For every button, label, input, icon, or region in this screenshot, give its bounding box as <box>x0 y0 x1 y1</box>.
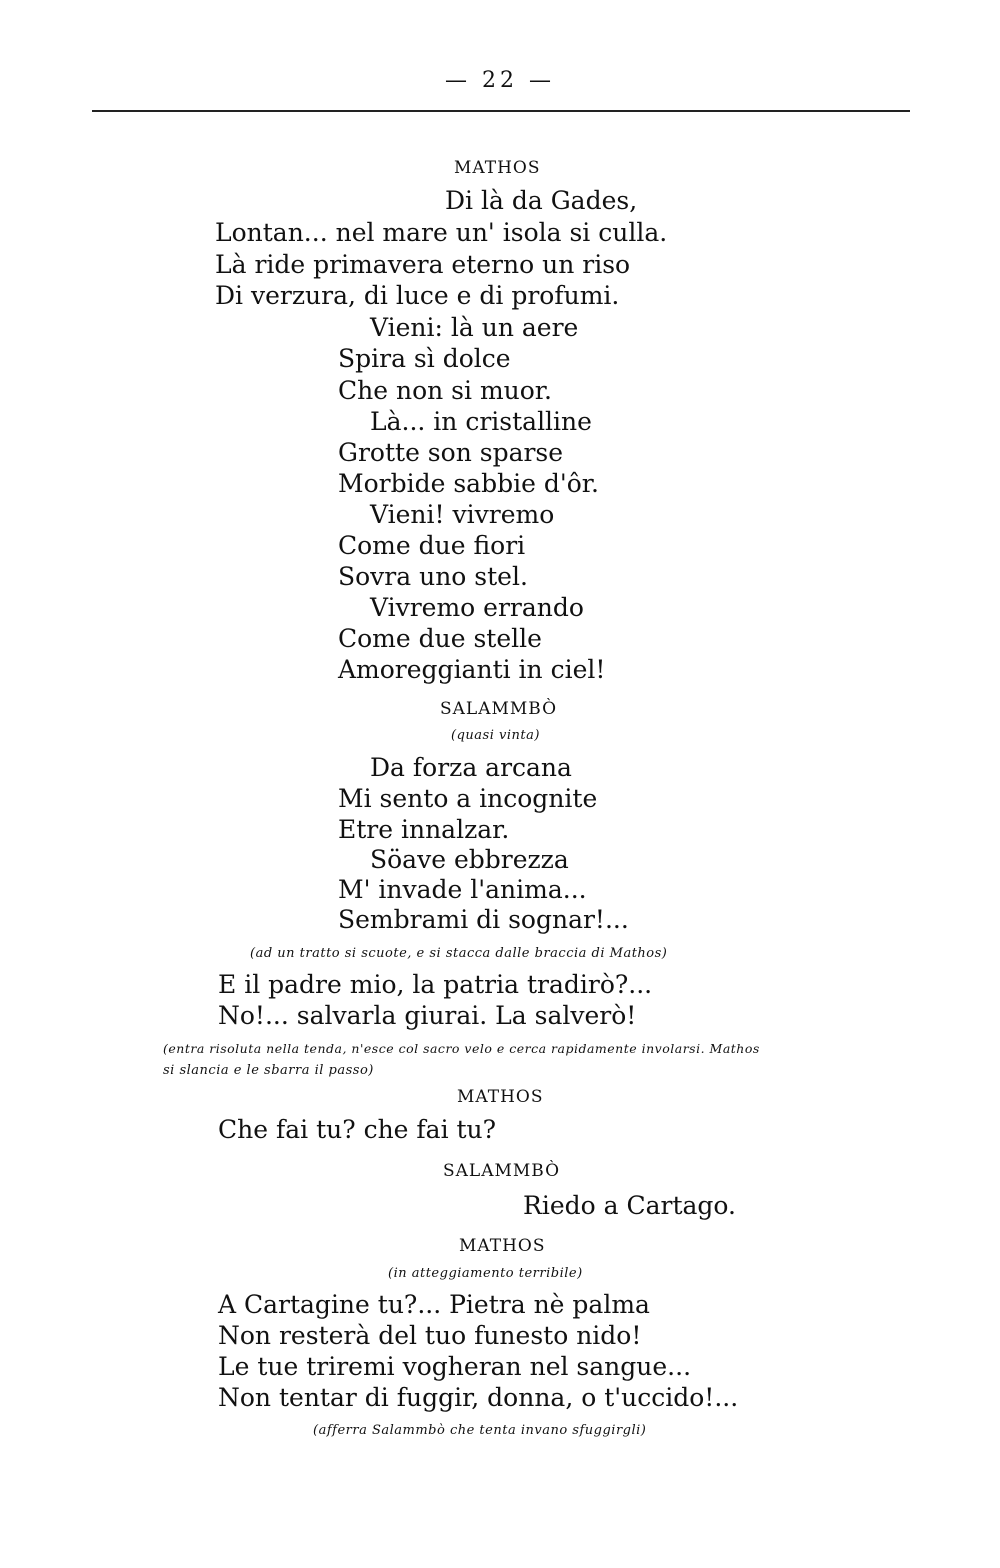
verse-line: Morbide sabbie d'ôr. <box>338 469 599 498</box>
speaker-mathos: MATHOS <box>457 1087 544 1107</box>
verse-line: Riedo a Cartago. <box>523 1191 736 1220</box>
verse-line: Vieni! vivremo <box>370 500 555 529</box>
verse-line: Di là da Gades, <box>445 186 638 215</box>
page-number: — 22 — <box>445 68 555 93</box>
speaker-salammbo: SALAMMBÒ <box>440 699 558 719</box>
verse-line: Là ride primavera eterno un riso <box>215 250 631 279</box>
stage-direction: (in atteggiamento terribile) <box>388 1266 583 1281</box>
verse-line: E il padre mio, la patria tradirò?... <box>218 970 653 999</box>
verse-line: Non tentar di fuggir, donna, o t'uccido!... <box>218 1383 739 1412</box>
verse-line: Non resterà del tuo funesto nido! <box>218 1321 642 1350</box>
verse-line: Vivremo errando <box>370 593 584 622</box>
stage-direction: (quasi vinta) <box>451 728 540 743</box>
header-rule <box>92 110 910 112</box>
verse-line: Di verzura, di luce e di profumi. <box>215 281 620 310</box>
verse-line: M' invade l'anima... <box>338 875 587 904</box>
verse-line: Le tue triremi vogheran nel sangue... <box>218 1352 692 1381</box>
verse-line: Amoreggianti in ciel! <box>338 655 606 684</box>
verse-line: Lontan... nel mare un' isola si culla. <box>215 218 668 247</box>
verse-line: Come due stelle <box>338 624 542 653</box>
verse-line: Mi sento a incognite <box>338 784 598 813</box>
verse-line: A Cartagine tu?... Pietra nè palma <box>218 1290 650 1319</box>
speaker-mathos: MATHOS <box>459 1236 546 1256</box>
verse-line: Sembrami di sognar!... <box>338 905 629 934</box>
verse-line: Vieni: là un aere <box>370 313 579 342</box>
stage-direction: (ad un tratto si scuote, e si stacca dalle braccia di Mathos) <box>250 946 668 961</box>
speaker-salammbo: SALAMMBÒ <box>443 1161 561 1181</box>
verse-line: Etre innalzar. <box>338 815 510 844</box>
verse-line: Spira sì dolce <box>338 344 511 373</box>
stage-direction: si slancia e le sbarra il passo) <box>163 1063 374 1078</box>
verse-line: Come due fiori <box>338 531 526 560</box>
speaker-mathos: MATHOS <box>454 158 541 178</box>
verse-line: Sovra uno stel. <box>338 562 528 591</box>
verse-line: Söave ebbrezza <box>370 845 569 874</box>
verse-line: Che fai tu? che fai tu? <box>218 1115 497 1144</box>
verse-line: Là... in cristalline <box>370 407 592 436</box>
verse-line: Grotte son sparse <box>338 438 564 467</box>
verse-line: No!... salvarla giurai. La salverò! <box>218 1001 637 1030</box>
verse-line: Da forza arcana <box>370 753 572 782</box>
stage-direction: (afferra Salammbò che tenta invano sfuggirgli) <box>313 1423 647 1438</box>
stage-direction: (entra risoluta nella tenda, n'esce col sacro velo e cerca rapidamente involarsi. Mathos <box>163 1041 760 1056</box>
verse-line: Che non si muor. <box>338 376 552 405</box>
